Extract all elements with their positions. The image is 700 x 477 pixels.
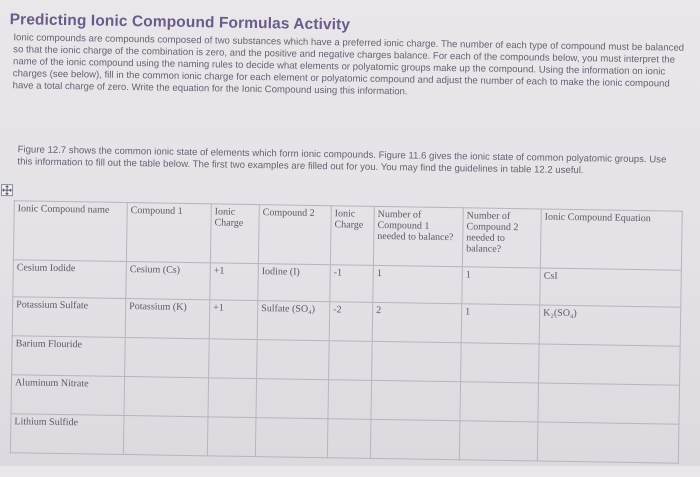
table-cell[interactable] [372, 341, 462, 381]
header-cell: Ionic Compound name [13, 201, 127, 262]
table-cell[interactable]: Cesium Iodide [13, 260, 127, 299]
table-move-handle-icon[interactable] [1, 184, 13, 196]
table-cell[interactable]: 1 [373, 265, 463, 303]
table-cell[interactable]: Sulfate (SO₄) [257, 301, 330, 341]
table-cell[interactable]: Barium Flouride [12, 336, 126, 377]
header-cell: Number of Compound 2 needed to balance? [462, 208, 541, 268]
table-cell[interactable] [539, 344, 681, 385]
table-cell[interactable]: Potassium Sulfate [12, 297, 126, 338]
header-cell: Compound 2 [258, 205, 331, 265]
header-cell: Number of Compound 1 needed to balance? [373, 206, 463, 266]
table-cell[interactable] [459, 421, 538, 461]
table-cell[interactable] [123, 415, 208, 455]
table-cell[interactable] [209, 339, 258, 379]
table-cell[interactable] [461, 343, 540, 383]
header-cell: Ionic Charge [210, 204, 259, 264]
table-cell[interactable]: -1 [330, 265, 374, 303]
table-cell[interactable] [207, 417, 256, 457]
page-title: Predicting Ionic Compound Formulas Activity [9, 11, 351, 34]
table-cell[interactable] [208, 378, 257, 418]
table-cell[interactable]: 1 [462, 267, 541, 305]
table-cell[interactable]: Iodine (I) [258, 264, 331, 302]
table-cell[interactable]: Cesium (Cs) [126, 262, 211, 300]
table-cell[interactable]: +1 [209, 300, 258, 340]
table-cell[interactable]: -2 [329, 302, 373, 342]
table-cell[interactable]: 1 [461, 304, 540, 344]
table-cell[interactable] [537, 422, 679, 463]
table-cell[interactable] [125, 338, 210, 378]
header-cell: Ionic Compound Equation [540, 209, 682, 270]
table-cell[interactable]: +1 [210, 263, 259, 301]
figure-paragraph: Figure 12.7 shows the common ionic state of elements which form ionic compounds. Figure 11.6 gives the ionic state of common polyatomic groups. Use this information to fill out the table below. The first two examples are filled out for you. You may find the guidelines in table 12.2 useful. [17, 144, 667, 177]
table-cell[interactable] [327, 419, 371, 459]
header-cell: Compound 1 [126, 203, 211, 263]
table-cell[interactable] [256, 379, 329, 419]
table-cell[interactable]: CsI [540, 268, 682, 307]
table-cell[interactable] [460, 382, 539, 422]
table-cell[interactable]: Potassium (K) [125, 299, 210, 339]
table-cell[interactable] [538, 383, 680, 424]
table-cell[interactable] [329, 341, 373, 381]
table-cell[interactable] [328, 380, 372, 420]
table-cell[interactable] [255, 418, 328, 458]
table-cell[interactable]: 2 [372, 302, 462, 342]
header-cell: Ionic Charge [330, 206, 374, 266]
table-cell[interactable]: K₂(SO₄) [539, 305, 681, 346]
table-cell[interactable]: Aluminum Nitrate [11, 375, 125, 416]
table-cell[interactable] [371, 380, 461, 420]
table-cell[interactable] [370, 419, 460, 459]
table-cell[interactable] [124, 377, 209, 417]
table-cell[interactable] [257, 340, 330, 380]
intro-paragraph: Ionic compounds are compounds composed of two substances which have a preferred ionic charge. The number of each type of compound must be balanced so that the ionic charge of the combination is zero, and the positive and negative charges balance. For each of the compounds below, you must interpret the name of the ionic compound using the naming rules to decide what elements or polyatomic groups make up the compound. Using the information on ionic charges (see below), fill in the common ionic charge for each element or polyatomic compound and adjust the number of each to make the ionic compound have a total charge of zero. Write the equation for the Ionic Compound using this information. [12, 32, 685, 98]
ionic-compound-table [10, 200, 683, 463]
table-cell[interactable]: Lithium Sulfide [10, 414, 124, 455]
table-header-row [13, 201, 682, 270]
